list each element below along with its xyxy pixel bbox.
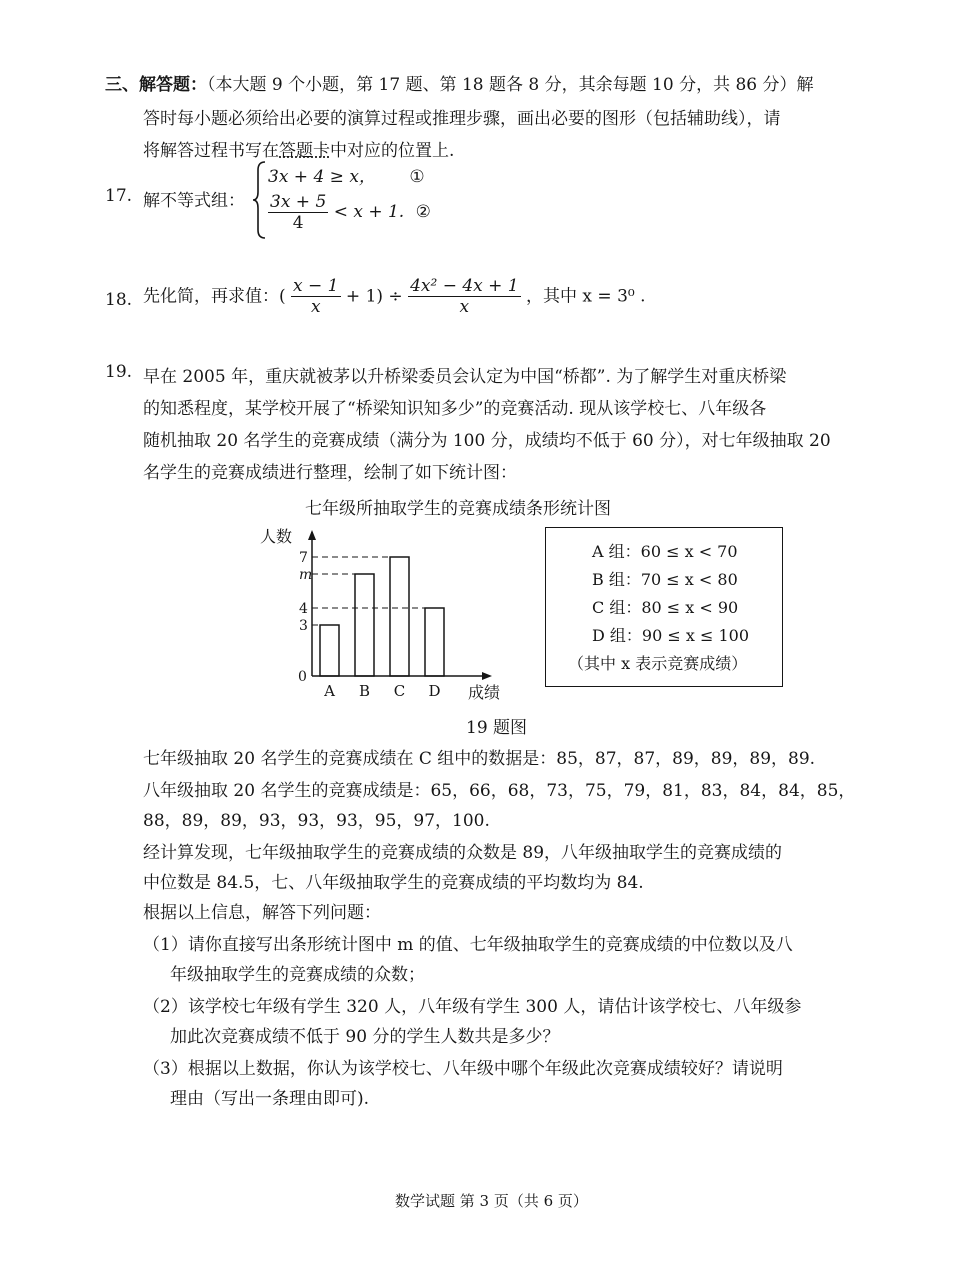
q17-fraction: $\frac{3x + 5}{4}$: [270, 192, 327, 233]
legend-group-d: D 组：90 ≤ x ≤ 100: [592, 626, 749, 645]
q17-inequality-1: 3x + 4 ≥ x， ①: [268, 167, 425, 187]
q19-line-4: 名学生的竞赛成绩进行整理，绘制了如下统计图：: [143, 463, 517, 483]
sub-question-1-line-1: （1）请你直接写出条形统计图中 m 的值、七年级抽取学生的竞赛成绩的中位数以及八: [143, 935, 793, 955]
bar-B: [355, 574, 374, 676]
q19-line-1: 早在 2005 年，重庆就被茅以升桥梁委员会认定为中国“桥都”. 为了解学生对重庆桥梁: [143, 367, 787, 387]
y-axis-label: 人数: [260, 527, 293, 546]
y-tick-label-3: 3: [299, 618, 308, 634]
x-axis-label: 成绩: [468, 683, 501, 702]
bar-chart: [250, 520, 520, 710]
q19-finding-1: 经计算发现，七年级抽取学生的竞赛成绩的众数是 89，八年级抽取学生的竞赛成绩的: [143, 843, 783, 863]
q19-instructions: 根据以上信息，解答下列问题：: [143, 903, 381, 923]
legend-group-a: A 组：60 ≤ x < 70: [592, 542, 738, 561]
bar-D: [425, 608, 444, 676]
q19-number: 19.: [105, 362, 133, 382]
q19-grade8-data-1: 八年级抽取 20 名学生的竞赛成绩是：65，66，68，73，75，79，81，83，84，84，85，: [143, 781, 856, 801]
answer-card-emphasis: 答题卡: [279, 141, 330, 161]
x-tick-label-C: C: [393, 682, 406, 700]
y-axis-arrow: [308, 530, 316, 540]
bar-A: [320, 625, 339, 676]
y-tick-label-4: 4: [299, 601, 308, 617]
q18-fraction-2: $\frac{\text{4x² − 4x + 1}}{x}$: [410, 276, 519, 317]
chart-title: 七年级所抽取学生的竞赛成绩条形统计图: [305, 499, 611, 519]
legend-group-c: C 组：80 ≤ x < 90: [592, 598, 739, 617]
y-tick-label-7: 7: [299, 550, 308, 566]
q18-number: 18.: [105, 290, 133, 310]
q17-number: 17.: [105, 186, 133, 206]
q17-brace: [252, 160, 268, 240]
q19-grade8-data-2: 88，89，89，93，93，93，95，97，100.: [143, 811, 490, 831]
q19-grade7-c-data: 七年级抽取 20 名学生的竞赛成绩在 C 组中的数据是：85，87，87，89，89，89，89.: [143, 749, 816, 769]
x-tick-label-B: B: [358, 682, 371, 700]
sub-question-3-line-2: 理由（写出一条理由即可).: [170, 1089, 370, 1109]
q17-lead: 解不等式组：: [143, 191, 245, 211]
sub-question-2-line-1: （2）该学校七年级有学生 320 人，八年级有学生 300 人，请估计该学校七、八年级参: [143, 997, 802, 1017]
section-intro-line1: 三、解答题：（本大题 9 个小题，第 17 题、第 18 题各 8 分，其余每题 10 分，共 86 分）解: [105, 75, 814, 95]
group-legend-box: [545, 527, 783, 687]
y-tick-label-0: 0: [298, 669, 307, 685]
x-tick-label-D: D: [428, 682, 441, 700]
sub-question-1-line-2: 年级抽取学生的竞赛成绩的众数；: [170, 965, 425, 985]
q19-finding-2: 中位数是 84.5，七、八年级抽取学生的竞赛成绩的平均数均为 84.: [143, 873, 644, 893]
x-tick-label-A: A: [324, 682, 335, 700]
x-axis-arrow: [482, 672, 492, 680]
y-tick-label-m: m: [299, 567, 313, 583]
section-intro-line2: 答时每小题必须给出必要的演算过程或推理步骤，画出必要的图形（包括辅助线），请: [143, 109, 781, 129]
sub-question-2-line-2: 加此次竞赛成绩不低于 90 分的学生人数共是多少？: [170, 1027, 560, 1047]
q19-line-3: 随机抽取 20 名学生的竞赛成绩（满分为 100 分，成绩均不低于 60 分），对七年级抽取 20: [143, 431, 831, 451]
sub-question-3-line-1: （3）根据以上数据，你认为该学校七、八年级中哪个年级此次竞赛成绩较好？请说明: [143, 1059, 783, 1079]
legend-group-b: B 组：70 ≤ x < 80: [592, 570, 738, 589]
q17-inequality-2: $\frac{3x + 5}{4}$ < x + 1. ②: [270, 192, 431, 233]
q18-expression: 先化简，再求值：( $\frac{x - 1}{x}$ + 1) ÷ $\frac{\text{4x² − 4x + 1}}{x}$ ，其中 x = 3⁰ .: [143, 276, 646, 317]
page-footer: 数学试题 第 3 页（共 6 页）: [395, 1192, 588, 1210]
legend-note: （其中 x 表示竞赛成绩）: [568, 654, 748, 673]
section-intro-line3: 将解答过程书写在答题卡中对应的位置上.: [143, 141, 455, 161]
q19-line-2: 的知悉程度，某学校开展了“桥梁知识知多少”的竞赛活动. 现从该学校七、八年级各: [143, 399, 767, 419]
circled-one-mark: ①: [409, 167, 425, 187]
circled-two-mark: ②: [415, 202, 431, 222]
q18-fraction-1: $\frac{x - 1}{x}$: [293, 276, 339, 317]
figure-caption: 19 题图: [466, 718, 528, 738]
section-heading: 三、解答题：: [105, 75, 207, 95]
bar-C: [390, 557, 409, 676]
